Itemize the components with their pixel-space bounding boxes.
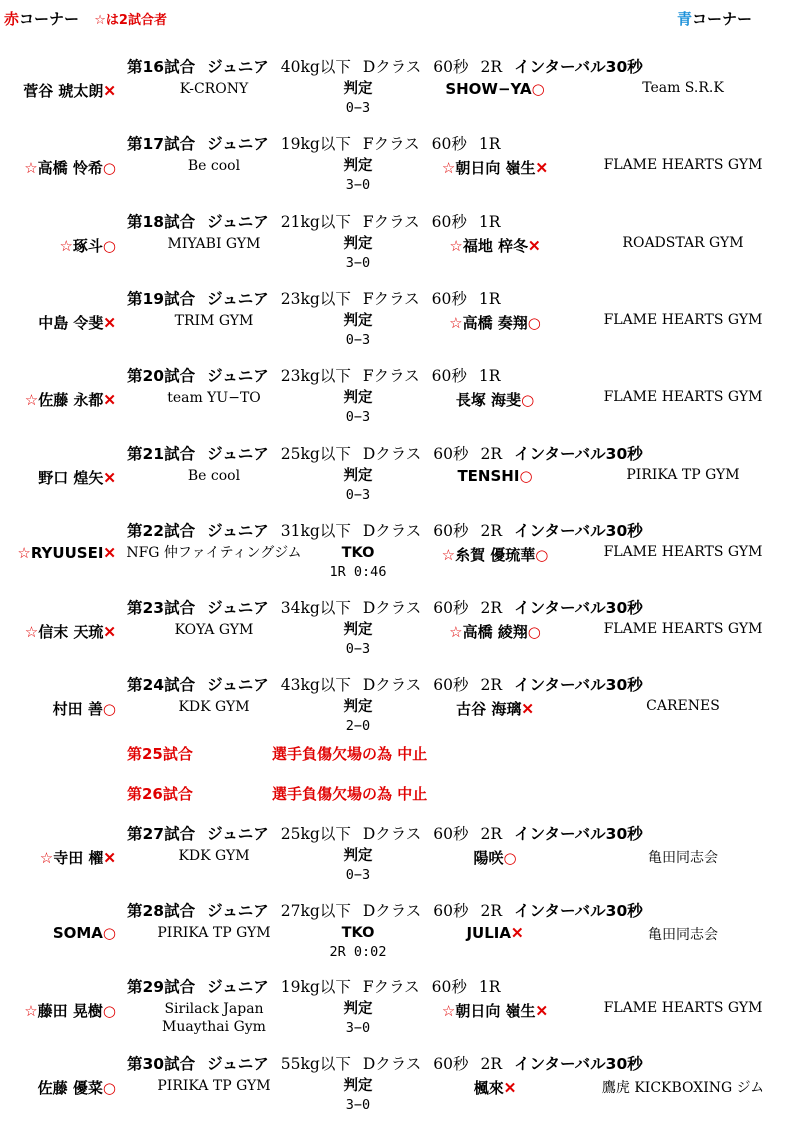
- match-number: 第30試合: [127, 1054, 196, 1073]
- red-gym-line: KOYA GYM: [174, 622, 254, 639]
- red-fighter-name: 信末 天琉: [38, 623, 104, 642]
- star-icon: ☆: [24, 623, 39, 642]
- result-type: TKO: [341, 924, 375, 941]
- match-number: 第27試合: [127, 825, 196, 843]
- loss-mark-icon: ✕: [103, 623, 116, 642]
- result-type: 判定: [343, 699, 373, 716]
- red-fighter: [4, 389, 116, 410]
- red-fighter-gym: [124, 389, 304, 407]
- match-number: 第23試合: [127, 599, 196, 618]
- match-time: 60秒: [433, 521, 469, 540]
- blue-fighter-gym: ROADSTAR GYM: [622, 234, 744, 251]
- result-detail: 3−0: [345, 177, 371, 194]
- red-gym-line: K-CRONY: [179, 81, 249, 97]
- blue-corner-title-blue-part: 青: [676, 10, 692, 28]
- star-icon: ☆: [441, 1002, 456, 1020]
- match-header-line: [127, 596, 655, 618]
- match-header-line: [127, 55, 655, 77]
- red-gym-line-2: Muaythai Gym: [162, 1019, 266, 1035]
- match-weight: 34kg以下: [280, 599, 351, 618]
- match-category: ジュニア: [207, 599, 269, 618]
- match-result: [300, 157, 416, 195]
- match-weight: 55kg以下: [280, 1054, 351, 1073]
- win-mark-icon: ○: [102, 700, 116, 719]
- red-fighter-name: 菅谷 琥太朗: [23, 82, 104, 100]
- match-number: 第20試合: [127, 367, 196, 386]
- match-class: Dクラス: [362, 901, 422, 920]
- red-gym-line: NFG 仲ファイティングジム: [126, 544, 302, 561]
- red-fighter-gym: [124, 621, 304, 639]
- red-fighter: [4, 847, 116, 868]
- red-fighter-gym: [124, 1077, 304, 1095]
- match-rounds: 2R: [480, 825, 503, 843]
- match-rounds: 2R: [480, 444, 503, 463]
- red-fighter-gym: [124, 235, 304, 253]
- blue-fighter-name: TENSHI: [457, 466, 520, 485]
- match-time: 60秒: [433, 901, 469, 920]
- blue-fighter: [420, 312, 570, 333]
- match-category: ジュニア: [207, 212, 269, 231]
- red-gym-line: MIYABI GYM: [167, 235, 261, 252]
- match-category: ジュニア: [207, 58, 269, 76]
- match-header-line: [127, 1052, 655, 1074]
- match-weight: 21kg以下: [280, 212, 351, 231]
- blue-fighter-gym: Team S.R.K: [642, 80, 724, 96]
- match-rounds: 2R: [480, 58, 503, 76]
- loss-mark-icon: ✕: [510, 923, 524, 942]
- win-mark-icon: ○: [531, 80, 545, 98]
- match-header-line: [127, 899, 655, 921]
- blue-fighter: [420, 924, 570, 942]
- red-fighter-gym: [124, 924, 304, 942]
- star-icon: ☆: [449, 623, 463, 642]
- star-icon: ☆: [441, 159, 456, 178]
- match-block: [0, 1052, 798, 1126]
- match-result: [300, 1000, 416, 1038]
- result-detail: 2R 0:02: [329, 943, 387, 960]
- star-icon: ☆: [441, 545, 456, 564]
- match-category: ジュニア: [207, 521, 269, 540]
- match-result: [300, 621, 416, 659]
- match-weight: 31kg以下: [280, 521, 351, 540]
- red-gym-line: Sirilack Japan: [164, 1001, 264, 1017]
- match-result: [300, 847, 416, 885]
- result-type: 判定: [343, 390, 373, 407]
- red-gym-line: Be cool: [187, 158, 241, 175]
- blue-corner-title: コーナー: [691, 10, 752, 28]
- match-rounds: 2R: [480, 901, 503, 920]
- cancelled-match: [127, 743, 428, 764]
- blue-fighter: [420, 235, 570, 256]
- match-class: Dクラス: [362, 444, 422, 463]
- win-mark-icon: ○: [102, 236, 116, 255]
- match-block: [0, 442, 798, 516]
- result-type: 判定: [343, 158, 373, 175]
- match-time: 60秒: [433, 676, 469, 695]
- cancelled-match-note: 選手負傷欠場の為 中止: [272, 745, 428, 763]
- star-icon: ☆: [449, 236, 463, 255]
- match-rounds: 1R: [478, 289, 501, 308]
- win-mark-icon: ○: [102, 1002, 116, 1020]
- match-interval: インターバル30秒: [514, 1054, 643, 1073]
- blue-fighter-gym: 鷹虎 KICKBOXING ジム: [601, 1079, 765, 1096]
- match-class: Dクラス: [362, 521, 422, 540]
- red-fighter-name: RYUUSEI: [30, 543, 104, 562]
- match-block: [0, 673, 798, 747]
- blue-fighter-gym: PIRIKA TP GYM: [626, 466, 740, 483]
- match-block: [0, 55, 798, 129]
- result-detail: 0−3: [345, 331, 371, 348]
- blue-fighter-name: 朝日向 嶺生: [455, 159, 536, 178]
- win-mark-icon: ○: [519, 466, 533, 485]
- result-detail: 1R 0:46: [329, 563, 387, 580]
- blue-fighter: [420, 1000, 570, 1021]
- match-header-line: [127, 822, 655, 844]
- result-type: TKO: [341, 544, 375, 561]
- red-fighter-gym: [124, 467, 304, 485]
- red-fighter-gym: [124, 157, 304, 175]
- blue-fighter-gym: FLAME HEARTS GYM: [603, 157, 763, 174]
- match-header-line: [127, 364, 512, 386]
- result-detail: 3−0: [345, 1020, 371, 1036]
- match-number: 第29試合: [127, 978, 196, 996]
- red-fighter: [4, 80, 116, 101]
- red-fighter-gym: [124, 1000, 304, 1036]
- match-header-line: [127, 287, 512, 309]
- result-type: 判定: [343, 1077, 373, 1094]
- match-number: 第22試合: [127, 521, 196, 540]
- red-fighter-name: 村田 善: [52, 700, 103, 719]
- blue-fighter: [420, 544, 570, 565]
- result-detail: 0−3: [345, 486, 371, 503]
- match-number: 第24試合: [127, 676, 196, 695]
- match-time: 60秒: [433, 599, 469, 618]
- match-result: [300, 698, 416, 736]
- loss-mark-icon: ✕: [103, 391, 116, 410]
- red-fighter-name: 寺田 櫂: [53, 849, 104, 867]
- match-weight: 25kg以下: [280, 825, 351, 843]
- match-class: Fクラス: [362, 978, 420, 996]
- match-block: [0, 519, 798, 593]
- loss-mark-icon: ✕: [103, 543, 116, 562]
- match-result: [300, 389, 416, 427]
- result-type: 判定: [343, 1001, 373, 1017]
- result-type: 判定: [343, 312, 373, 329]
- match-weight: 40kg以下: [280, 58, 351, 76]
- blue-fighter-name: 福地 梓冬: [462, 236, 529, 255]
- result-detail: 0−3: [345, 641, 371, 658]
- star-icon: ☆: [24, 1002, 38, 1020]
- red-fighter-name: 藤田 晃樹: [37, 1002, 103, 1020]
- match-interval: インターバル30秒: [514, 58, 643, 76]
- match-interval: インターバル30秒: [514, 521, 643, 540]
- match-block: [0, 975, 798, 1049]
- red-corner-header: [4, 8, 167, 29]
- match-time: 60秒: [431, 978, 467, 996]
- match-header-line: [127, 519, 655, 541]
- match-result: [300, 544, 416, 582]
- red-gym-line: TRIM GYM: [174, 312, 254, 329]
- match-weight: 25kg以下: [280, 444, 351, 463]
- match-header-line: [127, 442, 655, 464]
- red-fighter: [4, 1077, 116, 1098]
- loss-mark-icon: ✕: [103, 313, 116, 332]
- blue-fighter-name: JULIA: [466, 923, 511, 942]
- match-class: Fクラス: [362, 289, 420, 308]
- red-fighter: [4, 924, 116, 942]
- result-type: 判定: [343, 848, 373, 864]
- cancelled-match: [127, 783, 428, 804]
- match-number: 第28試合: [127, 901, 196, 920]
- result-detail: 3−0: [345, 254, 371, 271]
- match-rounds: 2R: [480, 599, 503, 618]
- red-fighter-name: 琢斗: [72, 236, 103, 255]
- loss-mark-icon: ✕: [535, 159, 549, 178]
- match-header-line: [127, 673, 655, 695]
- red-fighter-gym: [124, 698, 304, 716]
- match-interval: インターバル30秒: [514, 676, 643, 695]
- loss-mark-icon: ✕: [103, 849, 116, 867]
- win-mark-icon: ○: [102, 159, 116, 178]
- win-mark-icon: ○: [102, 923, 116, 942]
- red-fighter-gym: [124, 80, 304, 98]
- match-class: Dクラス: [362, 676, 422, 695]
- red-fighter: [4, 157, 116, 178]
- match-number: 第19試合: [127, 289, 196, 308]
- blue-fighter-gym: FLAME HEARTS GYM: [603, 311, 763, 328]
- red-fighter: [4, 235, 116, 256]
- blue-fighter-name: 陽咲: [473, 849, 504, 867]
- blue-fighter-name: 古谷 海璃: [456, 700, 522, 719]
- match-rounds: 1R: [478, 367, 501, 386]
- match-rounds: 1R: [478, 135, 501, 154]
- result-detail: 3−0: [345, 1096, 371, 1113]
- win-mark-icon: ○: [527, 313, 541, 332]
- red-fighter-name: 高橋 怜希: [37, 159, 103, 178]
- star-icon: ☆: [24, 391, 39, 410]
- match-number: 第21試合: [127, 444, 196, 463]
- match-time: 60秒: [433, 1054, 469, 1073]
- blue-fighter-gym: FLAME HEARTS GYM: [603, 621, 763, 638]
- match-result: [300, 312, 416, 350]
- blue-fighter-gym: FLAME HEARTS GYM: [603, 543, 763, 560]
- match-category: ジュニア: [207, 367, 269, 386]
- red-gym-line: PIRIKA TP GYM: [157, 924, 271, 941]
- loss-mark-icon: ✕: [528, 236, 541, 255]
- match-result: [300, 924, 416, 962]
- match-class: Dクラス: [362, 599, 422, 618]
- blue-fighter: [420, 389, 570, 410]
- red-fighter-name: SOMA: [52, 923, 103, 942]
- cancelled-match-note: 選手負傷欠場の為 中止: [272, 785, 428, 803]
- match-block: [0, 899, 798, 973]
- blue-fighter-name: 高橋 綾翔: [462, 623, 528, 642]
- double-match-note: ☆は2試合者: [94, 13, 167, 28]
- result-detail: 0−3: [345, 867, 371, 883]
- result-type: 判定: [343, 467, 373, 484]
- match-rounds: 2R: [480, 521, 503, 540]
- match-rounds: 1R: [478, 978, 501, 996]
- result-type: 判定: [343, 81, 373, 97]
- match-weight: 23kg以下: [280, 367, 351, 386]
- match-time: 60秒: [431, 135, 467, 154]
- red-corner-title-red-part: 赤: [4, 10, 20, 28]
- match-result: [300, 80, 416, 118]
- win-mark-icon: ○: [521, 391, 535, 410]
- match-time: 60秒: [433, 58, 469, 76]
- blue-fighter-name: 朝日向 嶺生: [455, 1002, 536, 1020]
- red-fighter-gym: [124, 544, 304, 562]
- star-icon: ☆: [24, 159, 38, 178]
- blue-fighter-gym: 亀田同志会: [648, 850, 718, 866]
- match-category: ジュニア: [207, 676, 269, 695]
- blue-fighter-name: 糸賀 優琉華: [455, 545, 536, 564]
- match-category: ジュニア: [207, 444, 269, 463]
- match-block: [0, 132, 798, 206]
- red-fighter: [4, 312, 116, 333]
- blue-fighter-name: 長塚 海斐: [455, 391, 522, 410]
- red-gym-line: KDK GYM: [178, 848, 250, 864]
- blue-fighter-name: 高橋 奏翔: [462, 313, 528, 332]
- match-weight: 43kg以下: [280, 676, 351, 695]
- loss-mark-icon: ✕: [503, 1078, 517, 1097]
- match-category: ジュニア: [207, 978, 269, 996]
- blue-fighter-name: SHOW−YA: [445, 80, 532, 98]
- match-number: 第18試合: [127, 212, 196, 231]
- match-rounds: 2R: [480, 676, 503, 695]
- match-class: Fクラス: [362, 367, 420, 386]
- result-type: 判定: [343, 622, 373, 639]
- match-class: Dクラス: [362, 825, 422, 843]
- result-detail: 0−3: [345, 409, 371, 426]
- blue-fighter: [420, 467, 570, 485]
- match-interval: インターバル30秒: [514, 825, 643, 843]
- match-block: [0, 364, 798, 438]
- result-detail: 2−0: [345, 718, 371, 735]
- blue-fighter-gym: FLAME HEARTS GYM: [603, 1000, 763, 1016]
- blue-fighter: [420, 621, 570, 642]
- loss-mark-icon: ✕: [535, 1002, 549, 1020]
- blue-fighter-gym: 亀田同志会: [648, 926, 718, 943]
- match-block: [0, 210, 798, 284]
- win-mark-icon: ○: [102, 1078, 116, 1097]
- match-block: [0, 287, 798, 361]
- match-header-line: [127, 210, 512, 232]
- red-fighter: [4, 1000, 116, 1021]
- match-class: Dクラス: [362, 1054, 422, 1073]
- red-gym-line: team YU−TO: [167, 390, 261, 407]
- red-gym-line: Be cool: [187, 467, 241, 484]
- match-weight: 19kg以下: [280, 978, 351, 996]
- match-category: ジュニア: [207, 825, 269, 843]
- match-category: ジュニア: [207, 1054, 269, 1073]
- match-result: [300, 1077, 416, 1115]
- result-type: 判定: [343, 235, 373, 252]
- loss-mark-icon: ✕: [521, 700, 534, 719]
- blue-fighter: [420, 847, 570, 868]
- blue-fighter-name: 楓來: [473, 1078, 504, 1097]
- red-fighter-gym: [124, 312, 304, 330]
- match-class: Fクラス: [362, 135, 420, 154]
- blue-fighter: [420, 1077, 570, 1098]
- match-class: Dクラス: [362, 58, 422, 76]
- match-time: 60秒: [431, 289, 467, 308]
- match-time: 60秒: [433, 825, 469, 843]
- match-time: 60秒: [431, 367, 467, 386]
- win-mark-icon: ○: [503, 849, 517, 867]
- cancelled-match-number: 第25試合: [127, 745, 193, 763]
- red-fighter-name: 佐藤 永都: [38, 391, 104, 410]
- red-corner-title: コーナー: [19, 10, 80, 28]
- red-fighter-name: 佐藤 優菜: [37, 1078, 103, 1097]
- blue-fighter-gym: CARENES: [646, 698, 720, 715]
- match-number: 第16試合: [127, 58, 196, 76]
- match-weight: 23kg以下: [280, 289, 351, 308]
- match-block: [0, 822, 798, 896]
- match-result: [300, 467, 416, 505]
- match-class: Fクラス: [362, 212, 420, 231]
- red-fighter-name: 野口 煌矢: [38, 468, 104, 487]
- match-weight: 19kg以下: [280, 135, 351, 154]
- match-interval: インターバル30秒: [514, 599, 643, 618]
- match-rounds: 2R: [480, 1054, 503, 1073]
- red-fighter: [4, 621, 116, 642]
- red-gym-line: PIRIKA TP GYM: [157, 1077, 271, 1094]
- red-fighter-name: 中島 令斐: [38, 313, 104, 332]
- match-category: ジュニア: [207, 901, 269, 920]
- red-fighter: [4, 467, 116, 488]
- match-category: ジュニア: [207, 289, 269, 308]
- blue-corner-header: [677, 8, 752, 29]
- match-rounds: 1R: [478, 212, 501, 231]
- match-category: ジュニア: [207, 135, 269, 154]
- blue-fighter: [420, 698, 570, 719]
- match-number: 第17試合: [127, 135, 196, 154]
- blue-fighter: [420, 80, 570, 98]
- red-fighter: [4, 698, 116, 719]
- match-block: [0, 596, 798, 670]
- match-interval: インターバル30秒: [514, 444, 643, 463]
- cancelled-match-number: 第26試合: [127, 785, 193, 803]
- match-time: 60秒: [431, 212, 467, 231]
- match-interval: インターバル30秒: [514, 901, 643, 920]
- win-mark-icon: ○: [527, 623, 541, 642]
- star-icon: ☆: [17, 543, 31, 562]
- match-weight: 27kg以下: [280, 901, 351, 920]
- result-detail: 0−3: [345, 100, 371, 116]
- win-mark-icon: ○: [535, 545, 549, 564]
- red-fighter: [4, 544, 116, 562]
- match-header-line: [127, 975, 512, 997]
- star-icon: ☆: [39, 849, 54, 867]
- match-header-line: [127, 132, 512, 154]
- loss-mark-icon: ✕: [103, 468, 116, 487]
- star-icon: ☆: [449, 313, 463, 332]
- red-fighter-gym: [124, 847, 304, 865]
- star-icon: ☆: [59, 236, 73, 255]
- loss-mark-icon: ✕: [103, 82, 116, 100]
- match-result: [300, 235, 416, 273]
- match-time: 60秒: [433, 444, 469, 463]
- blue-fighter: [420, 157, 570, 178]
- red-gym-line: KDK GYM: [178, 699, 250, 716]
- blue-fighter-gym: FLAME HEARTS GYM: [603, 389, 763, 406]
